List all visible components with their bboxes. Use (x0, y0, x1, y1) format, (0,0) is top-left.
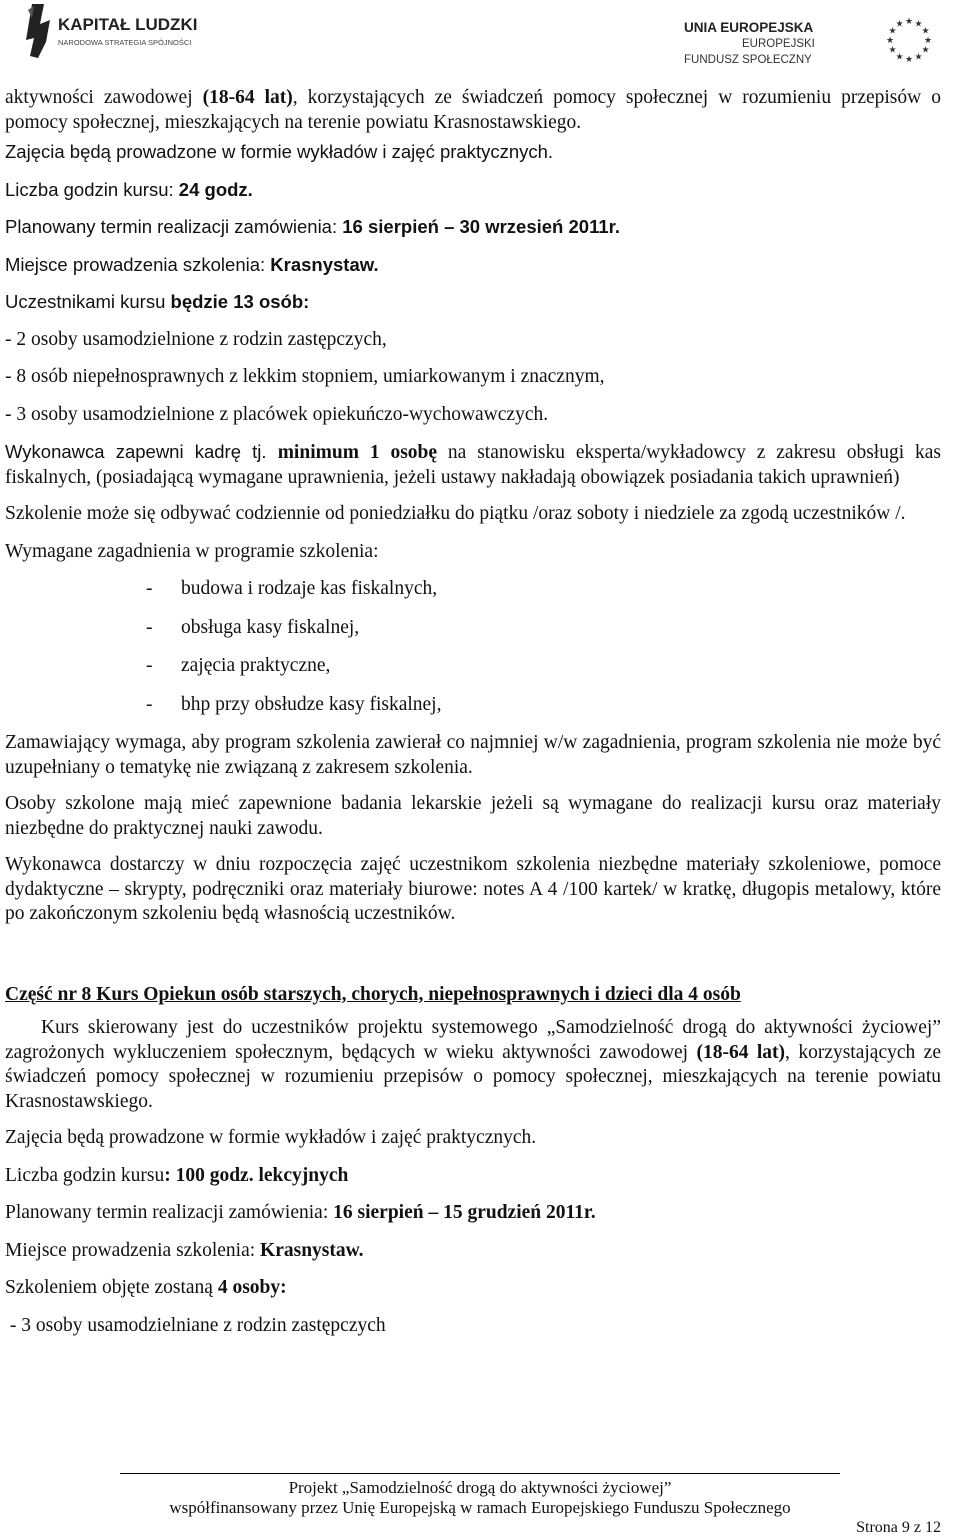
eu-star-icon: ★ (904, 54, 914, 64)
eu-star-icon: ★ (921, 25, 930, 36)
materials-note: Wykonawca dostarczy w dniu rozpoczęcia zajęć uczestnikom szkolenia niezbędne materiały szkoleniowe, pomoce dydaktyczne – skrypty, podręczniki oraz materiały biurowe: notes A 4 /100 kartek/ w kratkę, długopis metalowy, które po zakończonym szkoleniu będą własnością uczestników. (5, 854, 941, 924)
eu-star-icon: ★ (921, 44, 930, 55)
eu-star-icon: ★ (895, 18, 904, 29)
eu-flag-icon (886, 16, 932, 64)
kapital-ludzki-logo (20, 2, 210, 60)
course-location: Miejsce prowadzenia szkolenia: Krasnystaw. (5, 253, 379, 275)
participants-count: Uczestnikami kursu będzie 13 osób: (5, 291, 310, 312)
program-item: - obsługa kasy fiskalnej, (146, 616, 360, 638)
document-body (5, 86, 941, 1338)
kapital-ludzki-logo-text: KAPITAŁ LUDZKI (58, 15, 198, 34)
course-term: Planowany termin realizacji zamówienia: 16 sierpień – 15 grudzień 2011r. (5, 1202, 596, 1223)
eu-star-icon: ★ (904, 16, 914, 26)
footer-funding: współfinansowany przez Unię Europejską w ramach Europejskiego Funduszu Społecznego (169, 1498, 791, 1517)
page-number: Strona 9 z 12 (856, 1519, 941, 1536)
list-item: - 3 osoby usamodzielniane z rodzin zastępczych (5, 1314, 386, 1336)
schedule-note: Szkolenie może się odbywać codziennie od poniedziałku do piątku /oraz soboty i niedziele za zgodą uczestników /. (5, 503, 906, 524)
program-requirement: Zamawiający wymaga, aby program szkolenia zawierał co najmniej w/w zagadnienia, program szkolenia nie może być uzupełniany o tematykę nie związaną z zakresem szkolenia. (5, 732, 941, 778)
footer-divider (120, 1473, 840, 1474)
eu-star-icon: ★ (914, 51, 923, 62)
kapital-ludzki-logo-subtitle: NARODOWA STRATEGIA SPÓJNOŚCI (58, 38, 192, 47)
course-hours: Liczba godzin kursu: 100 godz. lekcyjnych (5, 1164, 349, 1186)
participants-count: Szkoleniem objęte zostaną 4 osoby: (5, 1277, 287, 1298)
program-label: Wymagane zagadnienia w programie szkolenia: (5, 540, 379, 562)
eu-logo-line2: EUROPEJSKI (742, 38, 815, 50)
eu-star-icon: ★ (888, 25, 897, 36)
section-heading: Część nr 8 Kurs Opiekun osób starszych, chorych, niepełnosprawnych i dzieci dla 4 osób (5, 983, 741, 1005)
eu-logo-line1: UNIA EUROPEJSKA (684, 20, 814, 35)
medical-exam-note: Osoby szkolone mają mieć zapewnione badania lekarskie jeżeli są wymagane do realizacji kursu oraz materiały niezbędne do praktycznej nauki zawodu. (5, 793, 941, 839)
eu-logo-line3: FUNDUSZ SPOŁECZNY (684, 54, 812, 66)
program-item: - zajęcia praktyczne, (146, 655, 331, 676)
course-form: Zajęcia będą prowadzone w formie wykładów i zajęć praktycznych. (5, 141, 554, 162)
eu-star-icon: ★ (888, 44, 897, 55)
course-term: Planowany termin realizacji zamówienia: 16 sierpień – 30 wrzesień 2011r. (5, 216, 620, 237)
footer-project: Projekt „Samodzielność drogą do aktywności życiowej” (288, 1478, 672, 1497)
eu-star-icon: ★ (895, 51, 904, 62)
eu-star-icon: ★ (914, 18, 923, 29)
staff-requirement: Wykonawca zapewni kadrę tj. minimum 1 osobę na stanowisku eksperta/wykładowcy z zakresu obsługi kas fiskalnych, (posiadającą wymagane uprawnienia, jeżeli ustawy nakładają obowiązek posiadania takich uprawnień) (5, 441, 941, 488)
page-footer (0, 1478, 960, 1518)
list-item: - 8 osób niepełnosprawnych z lekkim stopniem, umiarkowanym i znacznym, (5, 366, 605, 387)
program-item: - bhp przy obsłudze kasy fiskalnej, (146, 693, 442, 715)
course-location: Miejsce prowadzenia szkolenia: Krasnystaw. (5, 1239, 364, 1261)
course-form: Zajęcia będą prowadzone w formie wykładów i zajęć praktycznych. (5, 1127, 537, 1148)
list-item: - 3 osoby usamodzielnione z placówek opiekuńczo-wychowawczych. (5, 403, 549, 425)
eu-star-icon: ★ (885, 35, 895, 45)
paragraph-target-group: aktywności zawodowej (18-64 lat), korzystających ze świadczeń pomocy społecznej w rozumieniu przepisów o pomocy społecznej, mieszkających na terenie powiatu Krasnostawskiego. (5, 87, 941, 133)
course-hours: Liczba godzin kursu: 24 godz. (5, 178, 253, 200)
eu-efs-logo (684, 12, 944, 68)
list-item: - 2 osoby usamodzielnione z rodzin zastępczych, (5, 328, 387, 350)
paragraph-course-intro: Kurs skierowany jest do uczestników projektu systemowego „Samodzielność drogą do aktywności życiowej” zagrożonych wykluczeniem społecznym, będących w wieku aktywności zawodowej (18-64 lat), korzystających ze świadczeń pomocy społecznej w rozumieniu przepisów o pomocy społecznej, mieszkających na terenie powiatu Krasnostawskiego. (5, 1017, 941, 1112)
program-item: - budowa i rodzaje kas fiskalnych, (146, 578, 438, 599)
eu-star-icon: ★ (923, 35, 933, 45)
